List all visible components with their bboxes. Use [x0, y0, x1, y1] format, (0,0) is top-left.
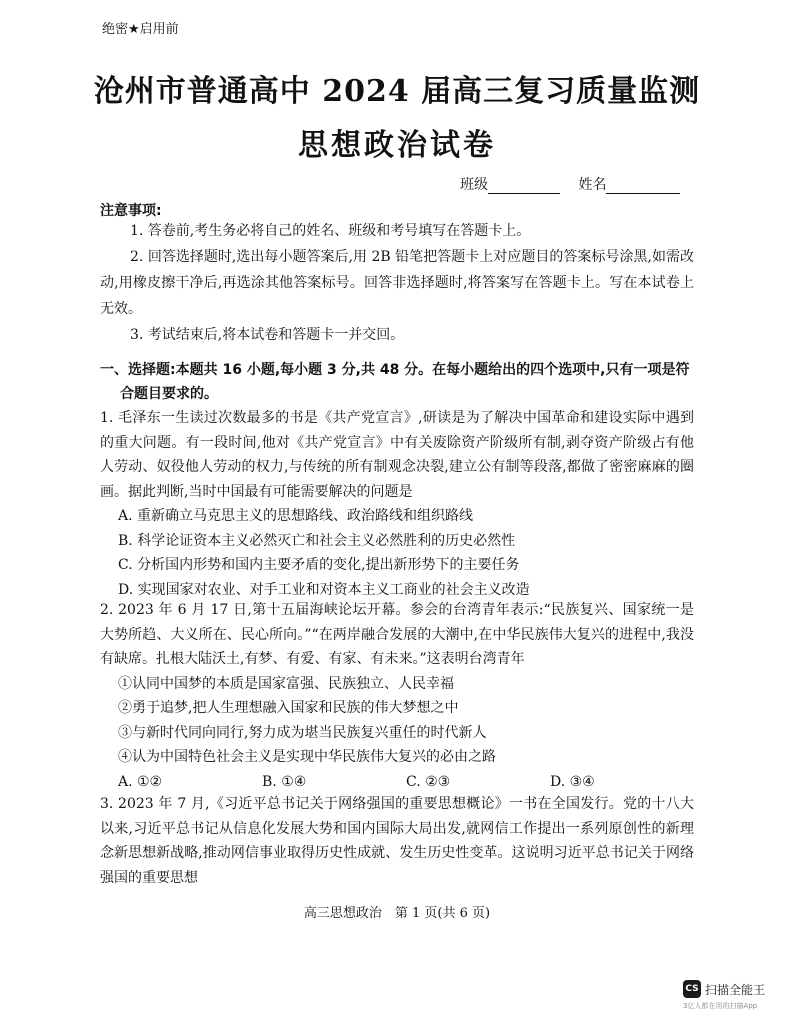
notice-list [100, 218, 694, 348]
question-2-statement-3: ③与新时代同向同行,努力成为堪当民族复兴重任的时代新人 [118, 724, 487, 741]
exam-subject-title: 思想政治试卷 [298, 128, 496, 163]
question-1-stem: 1. 毛泽东一生读过次数最多的书是《共产党宣言》,研读是为了解决中国革命和建设实际中遇到的重大问题。有一段时间,他对《共产党宣言》中有关废除资产阶级所有制,剥夺资产阶级占有他人劳动、奴役他人劳动的权力,与传统的所有制观念决裂,建立公有制等段落,都做了密密麻麻的圈画。据此判断,当时中国最有可能需要解决的问题是 [100, 410, 694, 500]
notice-item-1: 1. 答卷前,考生务必将自己的姓名、班级和考号填写在答题卡上。 [130, 223, 531, 239]
notice-item-2: 2. 回答选择题时,选出每小题答案后,用 2B 铅笔把答题卡上对应题目的答案标号涂黑,如需改动,用橡皮擦干净后,再选涂其他答案标号。回答非选择题时,将答案写在答题卡上。写在本试卷上无效。 [100, 249, 694, 317]
question-2-choice-c: C. ②③ [406, 773, 451, 790]
scanner-app-name: 扫描全能王 [705, 982, 766, 997]
notice-item-3: 3. 考试结束后,将本试卷和答题卡一并交回。 [130, 327, 405, 343]
exam-title: 沧州市普通高中 2024 届高三复习质量监测 [93, 74, 701, 109]
question-2 [100, 598, 694, 794]
section-heading [100, 358, 694, 406]
question-3 [100, 792, 694, 890]
question-2-choice-b: B. ①④ [262, 773, 307, 790]
camscanner-logo-icon: CS [683, 980, 701, 998]
notice-heading: 注意事项: [100, 203, 162, 219]
question-1-option-a: A. 重新确立马克思主义的思想路线、政治路线和组织路线 [118, 508, 474, 524]
question-3-stem: 3. 2023 年 7 月,《习近平总书记关于网络强国的重要思想概论》一书在全国发行。党的十八大以来,习近平总书记从信息化发展大势和国内国际大局出发,就网信工作提出一系列原创性的新理念新思想新战略,推动网信事业取得历史性成就、发生历史性变革。这说明习近平总书记关于网络强国的重要思想 [100, 796, 694, 886]
question-1-option-b: B. 科学论证资本主义必然灭亡和社会主义必然胜利的历史必然性 [118, 532, 516, 549]
page-footer: 高三思想政治 第 1 页(共 6 页) [303, 906, 491, 921]
question-1-option-d: D. 实现国家对农业、对手工业和对资本主义工商业的社会主义改造 [118, 581, 530, 598]
question-2-choice-a: A. ①② [118, 773, 163, 790]
question-1-option-c: C. 分析国内形势和国内主要矛盾的变化,提出新形势下的主要任务 [118, 557, 520, 573]
question-2-stem: 2. 2023 年 6 月 17 日,第十五届海峡论坛开幕。参会的台湾青年表示:“民族复兴、国家统一是大势所趋、大义所在、民心所向。”“在两岸融合发展的大潮中,在中华民族伟大复兴的进程中,我没有缺席。扎根大陆沃土,有梦、有爱、有家、有未来。”这表明台湾青年 [100, 602, 694, 667]
question-2-statement-2: ②勇于追梦,把人生理想融入国家和民族的伟大梦想之中 [118, 700, 459, 716]
class-name-fields [460, 174, 680, 194]
scanner-tagline: 3亿人都在用的扫描App [683, 1002, 758, 1010]
class-blank[interactable] [488, 179, 560, 194]
question-2-statement-4: ④认为中国特色社会主义是实现中华民族伟大复兴的必由之路 [118, 749, 496, 765]
question-2-choices [100, 770, 694, 795]
name-blank[interactable] [606, 179, 680, 194]
section-heading-line1: 一、选择题:本题共 16 小题,每小题 3 分,共 48 分。在每小题给出的四个选项中,只有一项是符 [100, 362, 690, 378]
scanner-watermark [683, 980, 765, 998]
name-label: 姓名 [578, 177, 607, 193]
question-2-choice-d: D. ③④ [550, 773, 595, 790]
question-1 [100, 406, 694, 602]
confidential-label: 绝密★启用前 [102, 22, 179, 37]
question-2-statement-1: ①认同中国梦的本质是国家富强、民族独立、人民幸福 [118, 675, 454, 692]
section-heading-line2: 合题目要求的。 [120, 386, 218, 402]
class-label: 班级 [460, 177, 488, 193]
